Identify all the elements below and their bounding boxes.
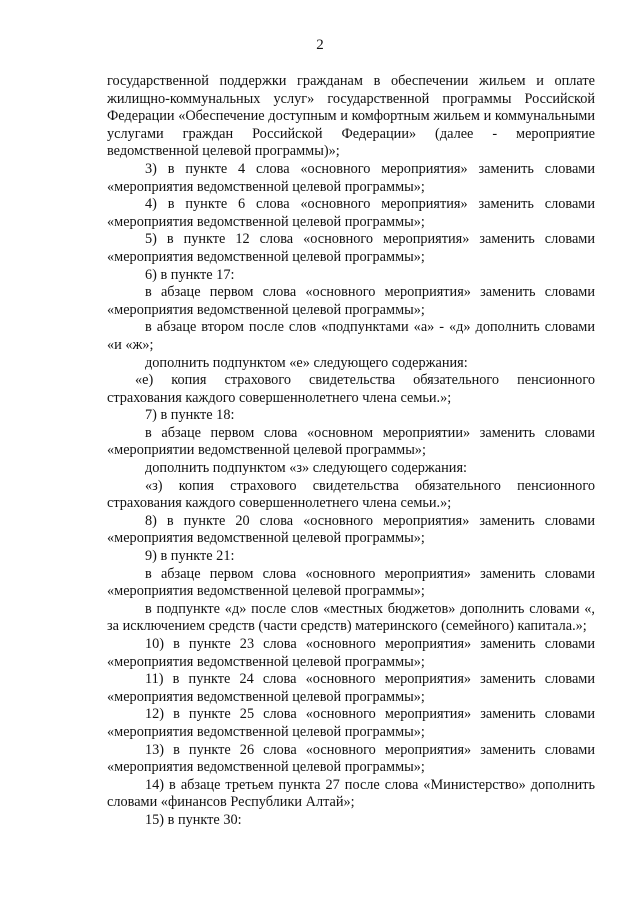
paragraph-9: «е) копия страхового свидетельства обязательного пенсионного страхования каждого совершеннолетнего члена семьи.»; <box>107 372 595 406</box>
paragraph-20: 12) в пункте 25 слова «основного мероприятия» заменить словами «мероприятия ведомственной целевой программы»; <box>107 706 595 740</box>
paragraph-22: 14) в абзаце третьем пункта 27 после слова «Министерство» дополнить словами «финансов Республики Алтай»; <box>107 776 595 811</box>
paragraph-23: 15) в пункте 30: <box>145 811 242 828</box>
paragraph-21: 13) в пункте 26 слова «основного мероприятия» заменить словами «мероприятия ведомственной целевой программы»; <box>107 741 595 776</box>
paragraph-1: государственной поддержки гражданам в обеспечении жильем и оплате жилищно-коммунальных услуг» государственной программы Российской Федерации «Обеспечение доступным и комфортным жильем и коммунальными услугами граждан Российской Федерации» (далее - мероприятие ведомственной целевой программы)»; <box>107 73 595 160</box>
paragraph-15: 9) в пункте 21: <box>145 548 235 565</box>
paragraph-11: в абзаце первом слова «основном мероприятии» заменить словами «мероприятии ведомственной целевой программы»; <box>107 424 595 459</box>
paragraph-2: 3) в пункте 4 слова «основного мероприятия» заменить словами «мероприятия ведомственной целевой программы»; <box>107 160 595 195</box>
paragraph-5: 6) в пункте 17: <box>145 266 235 283</box>
paragraph-13: «з) копия страхового свидетельства обязательного пенсионного страхования каждого совершеннолетнего члена семьи.»; <box>107 477 595 512</box>
paragraph-4: 5) в пункте 12 слова «основного мероприятия» заменить словами «мероприятия ведомственной целевой программы»; <box>107 231 595 265</box>
paragraph-8: дополнить подпунктом «е» следующего содержания: <box>145 354 468 371</box>
paragraph-18: 10) в пункте 23 слова «основного мероприятия» заменить словами «мероприятия ведомственной целевой программы»; <box>107 636 595 670</box>
document-body <box>107 73 595 830</box>
paragraph-7: в абзаце втором после слов «подпунктами «а» - «д» дополнить словами «и «ж»; <box>107 319 595 353</box>
paragraph-19: 11) в пункте 24 слова «основного мероприятия» заменить словами «мероприятия ведомственной целевой программы»; <box>107 671 595 705</box>
paragraph-14: 8) в пункте 20 слова «основного мероприятия» заменить словами «мероприятия ведомственной целевой программы»; <box>107 512 595 547</box>
page-number: 2 <box>316 37 324 53</box>
paragraph-16: в абзаце первом слова «основного мероприятия» заменить словами «мероприятия ведомственной целевой программы»; <box>107 565 595 600</box>
paragraph-3: 4) в пункте 6 слова «основного мероприятия» заменить словами «мероприятия ведомственной целевой программы»; <box>107 196 595 230</box>
paragraph-6: в абзаце первом слова «основного мероприятия» заменить словами «мероприятия ведомственной целевой программы»; <box>107 284 595 318</box>
paragraph-17: в подпункте «д» после слов «местных бюджетов» дополнить словами «, за исключением средств (части средств) материнского (семейного) капитала.»; <box>107 600 595 635</box>
paragraph-12: дополнить подпунктом «з» следующего содержания: <box>145 460 468 477</box>
paragraph-10: 7) в пункте 18: <box>145 407 235 424</box>
